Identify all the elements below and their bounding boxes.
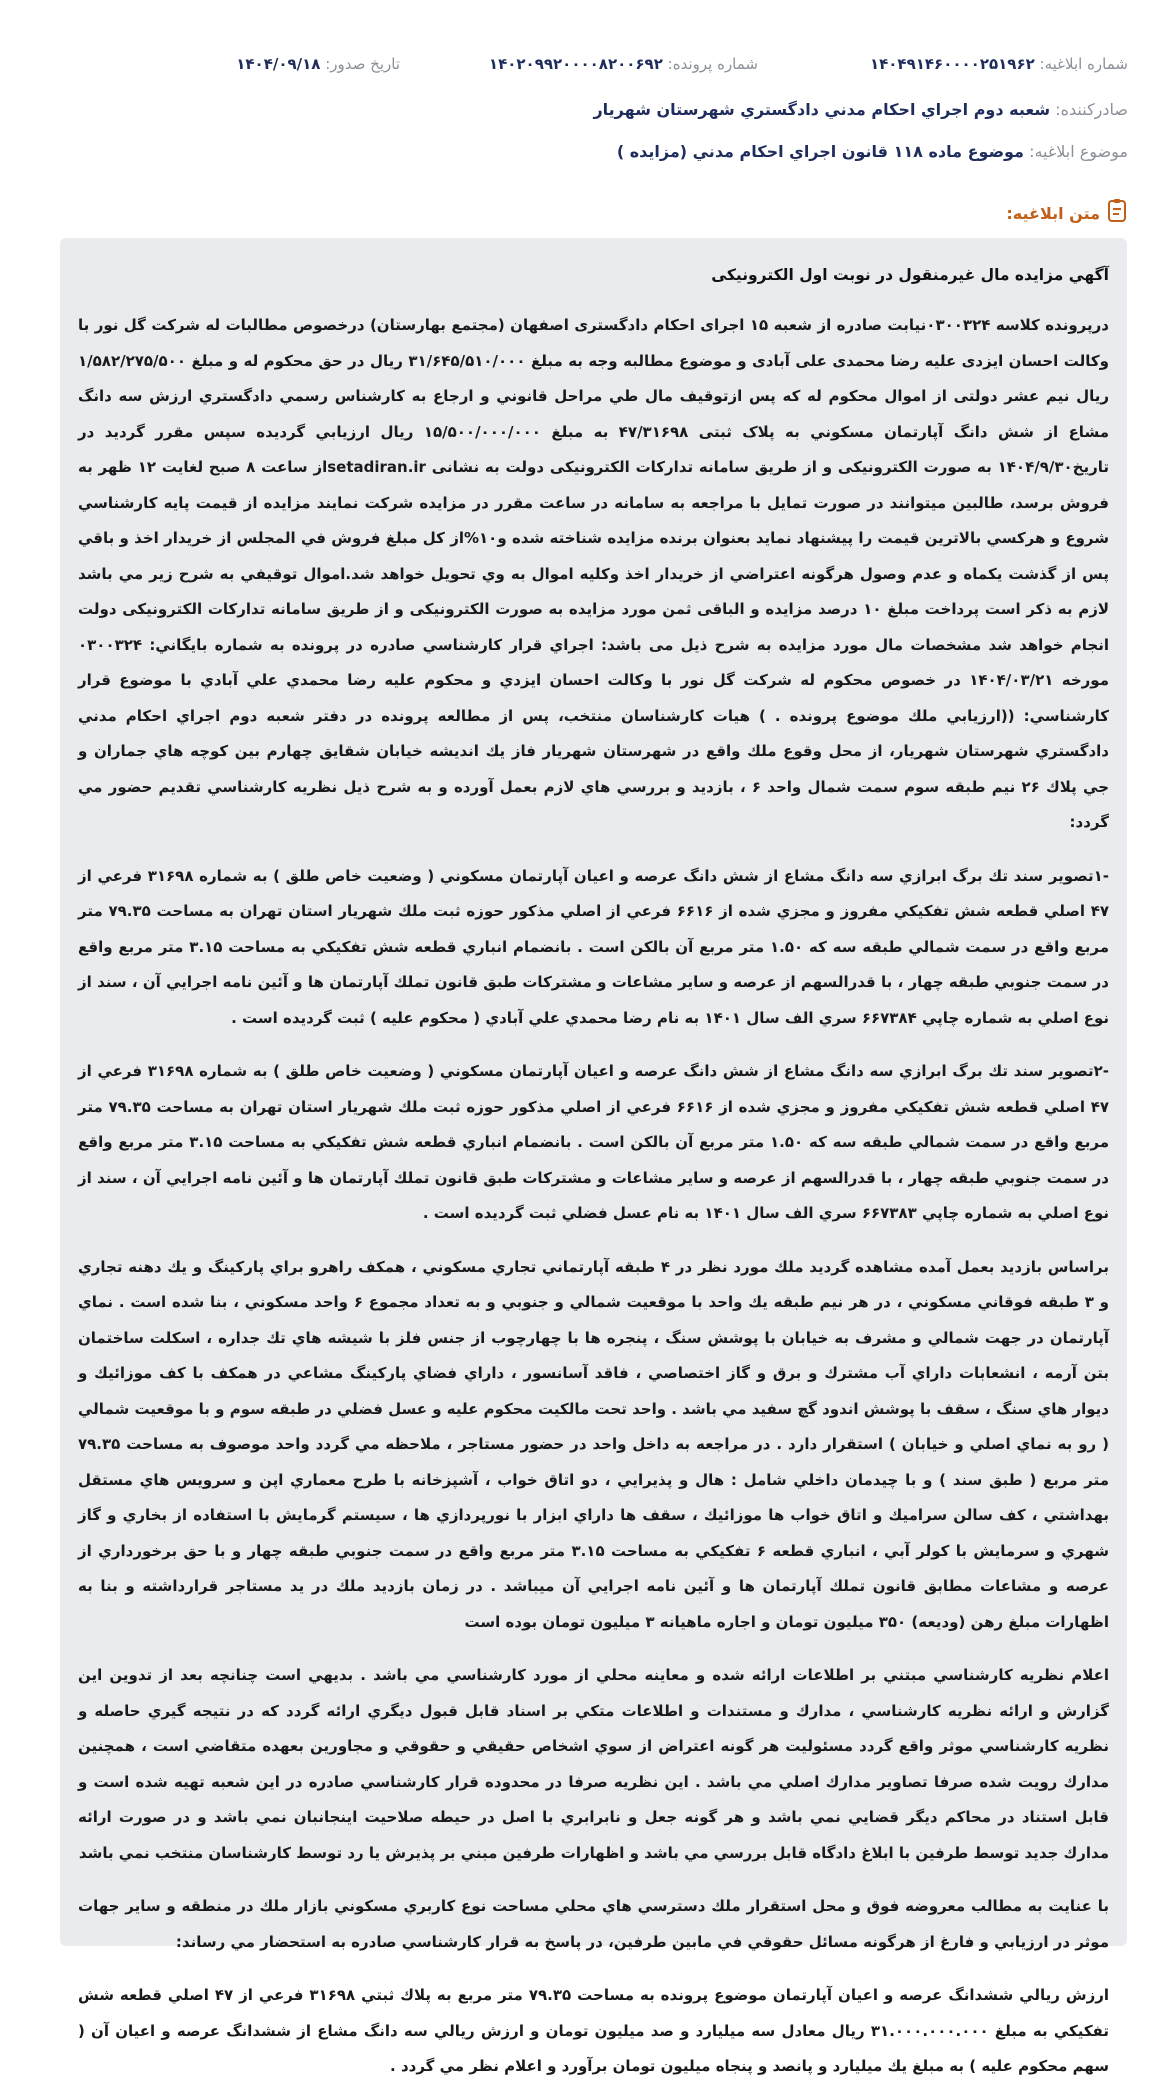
case-number: شماره پرونده: ۱۴۰۲۰۹۹۲۰۰۰۰۸۲۰۰۶۹۲ bbox=[488, 55, 758, 73]
notice-meta-row bbox=[0, 55, 1174, 85]
notice-body bbox=[60, 238, 1127, 2075]
paragraph: -۲تصوير سند تك برگ ابرازي سه دانگ مشاع از شش دانگ عرصه و اعيان آپارتمان مسكوني ( وضعيت خاص طلق ) به شماره ۳۱۶۹۸ فرعي از ۴۷ اصلي قطعه شش تفكيكي مفروز و مجزي شده از ۶۶۱۶ فرعي از اصلي مذكور حوزه ثبت ملك شهريار استان تهران به مساحت ۷۹.۳۵ متر مربع واقع در سمت شمالي طبقه سه كه ۱.۵۰ متر مربع آن بالكن است . بانضمام انباري قطعه شش تفكيكي به مساحت ۳.۱۵ متر مربع واقع در سمت جنوبي طبقه چهار ، با قدرالسهم از عرصه و ساير مشاعات و مشتركات طبق قانون تملك آپارتمان ها و آئين نامه اجرايي آن ، سند از نوع اصلي به شماره چاپي ۶۶۷۳۸۳ سري الف سال ۱۴۰۱ به نام عسل فضلي ثبت گرديده است . bbox=[78, 1062, 1110, 1222]
notice-number: شماره ابلاغیه: ۱۴۰۴۹۱۴۶۰۰۰۰۲۵۱۹۶۲ bbox=[869, 55, 1128, 73]
body-heading: متن ابلاغیه: bbox=[1006, 198, 1128, 228]
paragraph: ارزش ريالي ششدانگ عرصه و اعيان آپارتمان موضوع پرونده به مساحت ۷۹.۳۵ متر مربع به پلاك ثبتي ۳۱۶۹۸ فرعي از ۴۷ اصلي قطعه شش تفكيكي به مبلغ ۳۱.۰۰۰.۰۰۰.۰۰۰ ريال معادل سه ميليارد و صد ميليون تومان و ارزش ريالي سه دانگ مشاع از ششدانگ عرصه و اعيان آن ( سهم محكوم عليه ) به مبلغ يك ميليارد و پانصد و پنجاه ميليون تومان برآورد و اعلام نظر مي گردد . bbox=[78, 1986, 1109, 2075]
notice-title: آگهي مزايده مال غيرمنقول در نوبت اول الكترونيكی bbox=[711, 266, 1109, 284]
paragraph: درپرونده كلاسه ۰۳۰۰۳۲۴نيابت صادره از شعبه ۱۵ اجراى احكام دادگسترى اصفهان (مجتمع بهارستان) درخصوص مطالبات له شركت گل نور با وكالت احسان ايزدى عليه رضا محمدى على آبادى و موضوع مطالبه وجه به مبلغ ۳۱/۶۴۵/۵۱۰/۰۰۰ ريال در حق محكوم له و مبلغ ۱/۵۸۲/۲۷۵/۵۰۰ ريال نيم عشر دولتى از اموال محكوم له كه پس ازتوقيف مال طي مراحل قانوني و ارجاع به كارشناس رسمي دادگستري ارزش سه دانگ مشاع از شش دانگ آپارتمان مسكوني به پلاک ثبتی ۴۷/۳۱۶۹۸ به مبلغ ۱۵/۵۰۰/۰۰۰/۰۰۰ ريال ارزيابي گرديده سپس مقرر گرديد در تاريخ۱۴۰۴/۹/۳۰ به صورت الكترونيكی و از طريق سامانه تداركات الكترونيكی دولت به نشانی setadiran.irاز ساعت ۸ صبح لغايت ۱۲ ظهر به فروش برسد، طالبين ميتوانند در صورت تمايل با مراجعه به سامانه در ساعت مقرر در مزايده شركت نمايند مزايده از قيمت پايه كارشناسي شروع و هركسي بالاترين قيمت را پيشنهاد نمايد بعنوان برنده مزايده شناخته شده و۱۰%از كل مبلغ فروش في المجلس از خريدار اخذ و باقي پس از گذشت يكماه و عدم وصول هرگونه اعتراضي از خريدار اخذ وكليه اموال به وي تحويل خواهد شد.اموال توقيفي به شرح زير مي باشد لازم به ذكر است پرداخت مبلغ ۱۰ درصد مزايده و الباقی ثمن مورد مزايده به صورت الكترونيكی و از طريق سامانه تداركات الكترونيكی دولت انجام خواهد شد مشخصات مال مورد مزايده به شرح ذيل می باشد: اجراي قرار كارشناسي صادره در پرونده به شماره بايگاني: ۰۳۰۰۳۲۴ مورخه ۱۴۰۴/۰۳/۲۱ در خصوص محكوم له شركت گل نور با وكالت احسان ايزدي و محكوم عليه رضا محمدي علي آبادي با موضوع قرار كارشناسي: ((ارزيابي ملك موضوع پرونده . ) هيات كارشناسان منتخب، پس از مطالعه پرونده در دفتر شعبه دوم اجراي احكام مدني دادگستري شهرستان شهريار، از محل وقوع ملك واقع در شهرستان شهريار فاز يك انديشه خيابان شقايق چهارم بين كوچه هاي جماران و جي پلاك ۲۶ نيم طبقه سوم سمت شمال واحد ۶ ، بازديد و بررسي هاي لازم بعمل آورده و به شرح ذيل نظريه كارشناسي تقديم حضور مي گردد: bbox=[78, 316, 1110, 831]
paragraph: اعلام نظريه كارشناسي مبتني بر اطلاعات ارائه شده و معاينه محلي از مورد كارشناسي مي باشد . بديهي است چنانچه بعد از تدوين اين گزارش و ارائه نظريه كارشناسي ، مدارك و مستندات و اطلاعات متكي بر اسناد قابل قبول ديگري ارائه گردد كه در نتيجه گيري حاصله و نظريه كارشناسي موثر واقع گردد مسئوليت هر گونه اعتراض از سوي اشخاص حقيقي و حقوقي و مجاورين بعهده متقاضي است ، همچنين مدارك رويت شده صرفا تصاوير مدارك اصلي مي باشد . اين نظريه صرفا در محدوده قرار كارشناسي صادره در اين شعبه تهيه شده است و قابل استناد در محاكم ديگر قضايي نمي باشد و هر گونه جعل و نابرابري با اصل در حيطه صلاحيت اينجانبان نمي باشد و در صورت ارائه مدارك جديد توسط طرفين با ابلاغ دادگاه قابل بررسي مي باشد و اظهارات طرفين مبني بر پذيرش يا رد توسط كارشناسان منتخب نمي باشد bbox=[78, 1666, 1109, 1862]
paragraph: -۱تصوير سند تك برگ ابرازي سه دانگ مشاع از شش دانگ عرصه و اعيان آپارتمان مسكوني ( وضعيت خاص طلق ) به شماره ۳۱۶۹۸ فرعي از ۴۷ اصلي قطعه شش تفكيكي مفروز و مجزي شده از ۶۶۱۶ فرعي از اصلي مذكور حوزه ثبت ملك شهريار استان تهران به مساحت ۷۹.۳۵ متر مربع واقع در سمت شمالي طبقه سه كه ۱.۵۰ متر مربع آن بالكن است . بانضمام انباري قطعه شش تفكيكي به مساحت ۳.۱۵ متر مربع واقع در سمت جنوبي طبقه چهار ، با قدرالسهم از عرصه و ساير مشاعات و مشتركات طبق قانون تملك آپارتمان ها و آئين نامه اجرايي آن ، سند از نوع اصلي به شماره چاپي ۶۶۷۳۸۴ سري الف سال ۱۴۰۱ به نام رضا محمدي علي آبادي ( محكوم عليه ) ثبت گرديده است . bbox=[78, 866, 1110, 1027]
paragraph: با عنايت به مطالب معروضه فوق و محل استقرار ملك دسترسي هاي محلي مساحت نوع كاربري مسكوني بازار ملك در منطقه و ساير جهات موثر در ارزيابي و فارغ از هرگونه مسائل حقوقي في مابين طرفين، در پاسخ به قرار كارشناسي صادره به استحضار مي رساند: bbox=[78, 1897, 1109, 1951]
paragraph: براساس بازديد بعمل آمده مشاهده گرديد ملك مورد نظر در ۴ طبقه آپارتماني تجاري مسكوني ، همكف راهرو براي پاركينگ و يك دهنه تجاري و ۳ طبقه فوقاني مسكوني ، در هر نيم طبقه يك واحد با موقعيت شمالي و جنوبي و به تعداد مجموع ۶ واحد مسكوني ، بنا شده است . نماي آپارتمان در جهت شمالي و مشرف به خيابان با پوشش سنگ ، پنجره ها با چهارچوب از جنس فلز با شيشه هاي تك جداره ، اسكلت ساختمان بتن آرمه ، انشعابات داراي آب مشترك و برق و گاز اختصاصي ، فاقد آسانسور ، داراي فضاي پاركينگ مشاعي در همكف با كف موزائيك و ديوار هاي سنگ ، سقف با پوشش اندود گچ سفيد مي باشد . واحد تحت مالكيت محكوم عليه و عسل فضلي در طبقه سوم و با موقعيت شمالي ( رو به نماي اصلي و خيابان ) استقرار دارد . در مراجعه به داخل واحد در حضور مستاجر ، ملاحظه مي گردد واحد موصوف به مساحت ۷۹.۳۵ متر مربع ( طبق سند ) و با چيدمان داخلي شامل : هال و پذيرايي ، دو اتاق خواب ، آشپزخانه با طرح معماري اپن و سرويس هاي مستقل بهداشتي ، كف سالن سراميك و اتاق خواب ها موزائيك ، سقف ها داراي ابزار با نورپردازي ها ، سيستم گرمايش با استفاده از بخاري و گاز شهري و سرمايش با كولر آبي ، انباري قطعه ۶ تفكيكي به مساحت ۳.۱۵ متر مربع واقع در سمت جنوبي طبقه چهار و با حق برخورداري از عرصه و مشاعات مطابق قانون تملك آپارتمان ها و آئين نامه اجرايي آن ميباشد . در زمان بازديد ملك در يد مستاجر قرارداشته و بنا به اظهارات مبلغ رهن (وديعه) ۳۵۰ ميليون تومان و اجاره ماهيانه ۳ ميليون تومان بوده است bbox=[78, 1257, 1109, 1631]
subject: موضوع ابلاغیه: موضوع ماده ۱۱۸ قانون اجراي احكام مدني (مزايده ) bbox=[616, 142, 1128, 161]
issuer: صادرکننده: شعبه دوم اجراي احكام مدني دادگستري شهرستان شهريار bbox=[593, 100, 1128, 119]
issue-date: تاریخ صدور: ۱۴۰۴/۰۹/۱۸ bbox=[236, 55, 400, 73]
document-icon bbox=[1106, 198, 1128, 228]
